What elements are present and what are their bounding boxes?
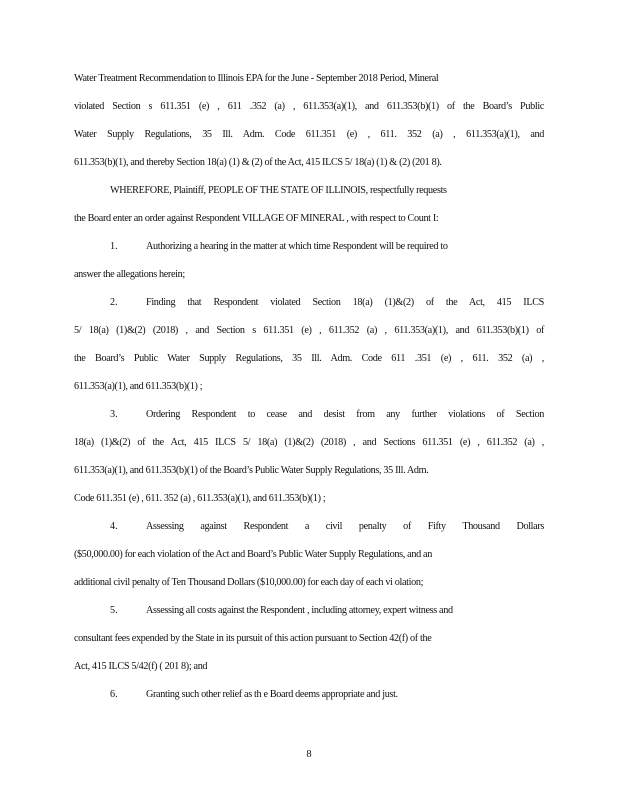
item-number: 3. (110, 409, 118, 420)
item-number: 4. (110, 521, 118, 532)
item-text: Assessing against Respondent a civil penalty of Fifty Thousand Dollars (146, 521, 544, 532)
page-number: 8 (306, 749, 312, 760)
item-text: consultant fees expended by the State in its pursuit of this action pursuant to Section 42(f) of the (74, 633, 432, 644)
item-text: additional civil penalty of Ten Thousand Dollars ($10,000.00) for each day of each vi olation; (74, 577, 424, 588)
body-line: Water Treatment Recommendation to Illinois EPA for the June - September 2018 Period, Mineral (74, 73, 439, 84)
wherefore-line: WHEREFORE, Plaintiff, PEOPLE OF THE STATE OF ILLINOIS, respectfully requests (110, 185, 447, 196)
item-text: Authorizing a hearing in the matter at which time Respondent will be required to (146, 241, 448, 252)
item-text: 611.353(a)(1), and 611.353(b)(1) of the Board’s Public Water Supply Regulations, 35 Ill. Adm. (74, 465, 429, 476)
item-text: Code 611.351 (e) , 611. 352 (a) , 611.353(a)(1), and 611.353(b)(1) ; (74, 493, 326, 504)
body-line: the Board enter an order against Respondent VILLAGE OF MINERAL , with respect to Count I: (74, 213, 439, 224)
item-text: answer the allegations herein; (74, 269, 185, 280)
item-text: Assessing all costs against the Respondent , including attorney, expert witness and (146, 605, 453, 616)
body-line: Water Supply Regulations, 35 Ill. Adm. Code 611.351 (e) , 611. 352 (a) , 611.353(a)(1), and (74, 129, 544, 140)
item-text: 611.353(a)(1), and 611.353(b)(1) ; (74, 381, 203, 392)
body-line: violated Section s 611.351 (e) , 611 .352 (a) , 611.353(a)(1), and 611.353(b)(1) of the Board’s Public (74, 101, 544, 112)
item-text: Granting such other relief as th e Board deems appropriate and just. (146, 689, 398, 700)
item-text: ($50,000.00) for each violation of the Act and Board’s Public Water Supply Regulations, and an (74, 549, 432, 560)
item-number: 6. (110, 689, 118, 700)
item-text: the Board’s Public Water Supply Regulations, 35 Ill. Adm. Code 611 .351 (e) , 611. 352 (a) , (74, 353, 544, 364)
item-number: 5. (110, 605, 118, 616)
item-text: Finding that Respondent violated Section 18(a) (1)&(2) of the Act, 415 ILCS (146, 297, 544, 308)
item-text: 5/ 18(a) (1)&(2) (2018) , and Section s 611.351 (e) , 611.352 (a) , 611.353(a)(1), and 611.353(b)(1) of (74, 325, 544, 336)
item-text: Ordering Respondent to cease and desist from any further violations of Section (146, 409, 544, 420)
body-line: 611.353(b)(1), and thereby Section 18(a) (1) & (2) of the Act, 415 ILCS 5/ 18(a) (1) & (2) (201 8). (74, 157, 442, 168)
item-text: 18(a) (1)&(2) of the Act, 415 ILCS 5/ 18(a) (1)&(2) (2018) , and Sections 611.351 (e) , 611.352 (a) , (74, 437, 544, 448)
item-number: 1. (110, 241, 118, 252)
item-text: Act, 415 ILCS 5/42(f) ( 201 8); and (74, 661, 208, 672)
item-number: 2. (110, 297, 118, 308)
